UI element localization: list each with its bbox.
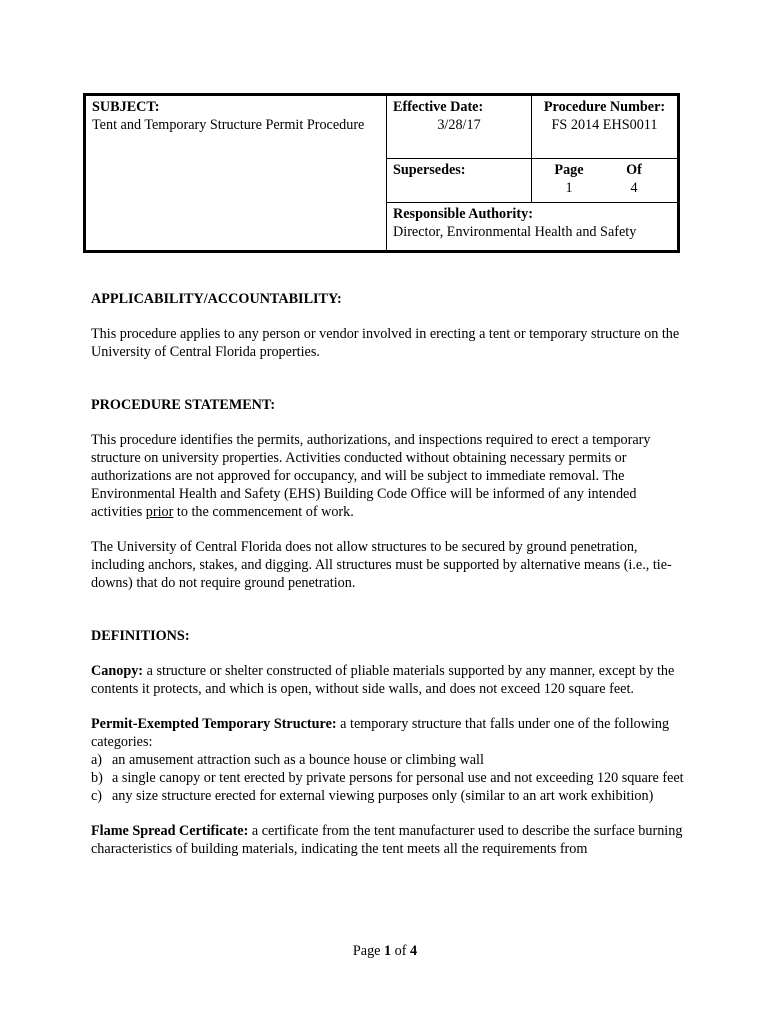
permit-exempted-term: Permit-Exempted Temporary Structure: [91,716,337,732]
supersedes-cell [387,159,532,203]
subject-value: Tent and Temporary Structure Permit Procedure [92,117,365,133]
list-item: a) an amusement attraction such as a bounce house or climbing wall [91,752,484,768]
page-of-cell [532,159,679,203]
page-value: 1 [565,180,573,196]
document-body [91,290,686,858]
of-value: 4 [630,180,638,196]
page-label: Page [554,162,584,178]
permit-exempted-list [91,751,686,805]
effective-date-label: Effective Date: [393,99,484,115]
effective-date-value: 3/28/17 [437,117,481,133]
procedure-number-value: FS 2014 EHS0011 [551,117,658,133]
procedure-statement-paragraph-2: The University of Central Florida does not allow structures to be secured by ground penetration, including anchors, stakes, and digging. All structures must be supported by alternative means (i.e., tie-downs) that do not require ground penetration. [91,539,672,591]
prior-emphasis: prior [145,504,174,520]
of-label: Of [626,162,642,178]
responsible-authority-label: Responsible Authority: [393,206,533,222]
definition-permit-exempted: Permit-Exempted Temporary Structure: a temporary structure that falls under one of the following categories: [91,716,670,750]
effective-date-cell [387,95,532,159]
footer-page-number: 1 [384,943,392,959]
list-item: b) a single canopy or tent erected by private persons for personal use and not exceeding 120 square feet [91,770,684,786]
responsible-authority-value: Director, Environmental Health and Safety [393,224,637,240]
definition-canopy: Canopy: a structure or shelter constructed of pliable materials supported by any manner, except by the contents it protects, and which is open, without side walls, and does not exceed 120 square feet. [91,663,675,697]
procedure-statement-paragraph-1: This procedure identifies the permits, authorizations, and inspections required to erect a temporary structure on university properties. Activities conducted without obtaining necessary permits or authorizations are not approved for occupancy, and will be subject to immediate removal. The Environmental Health and Safety (EHS) Building Code Office will be informed of any intended activities prior to the commencement of work. [91,432,651,520]
responsible-authority-cell [387,203,679,252]
procedure-statement-heading: PROCEDURE STATEMENT: [91,397,276,413]
supersedes-label: Supersedes: [393,162,466,178]
procedure-number-cell [532,95,679,159]
flame-spread-term: Flame Spread Certificate: [91,823,249,839]
page-footer: Page 1 of 4 [352,943,418,959]
canopy-term: Canopy: [91,663,144,679]
list-item: c) any size structure erected for external viewing purposes only (similar to an art work exhibition) [91,788,654,804]
applicability-text: This procedure applies to any person or vendor involved in erecting a tent or temporary structure on the University of Central Florida properties. [91,326,680,360]
footer-page-total: 4 [410,943,418,959]
applicability-heading: APPLICABILITY/ACCOUNTABILITY: [91,291,342,307]
subject-label: SUBJECT: [92,99,160,115]
definition-flame-spread: Flame Spread Certificate: a certificate from the tent manufacturer used to describe the surface burning characteristics of building materials, indicating the tent meets all the requirements from [91,823,683,857]
subject-cell [85,95,387,252]
procedure-header-table [83,93,680,253]
procedure-number-label: Procedure Number: [543,99,666,115]
definitions-heading: DEFINITIONS: [91,628,190,644]
